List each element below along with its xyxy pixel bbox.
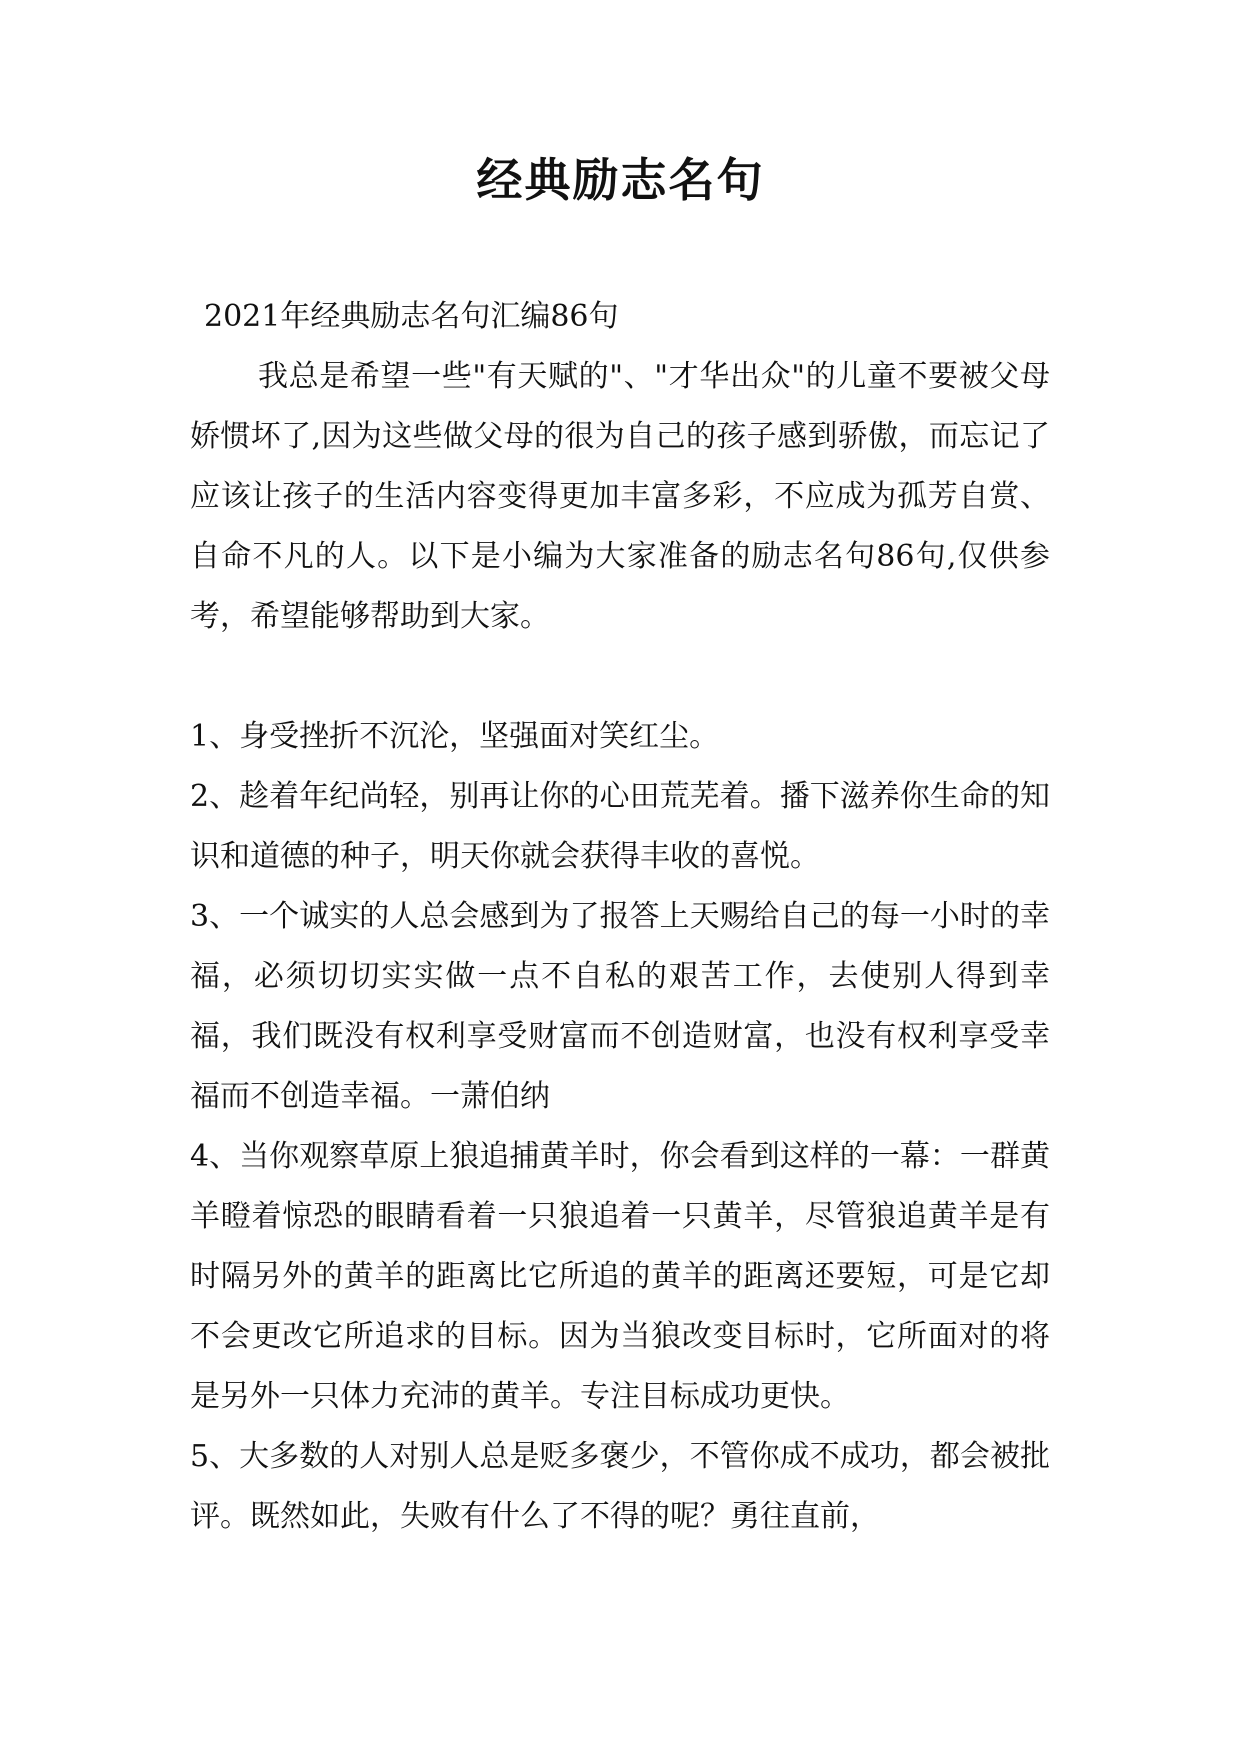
quote-item-3: 3、一个诚实的人总会感到为了报答上天赐给自己的每一小时的幸福，必须切切实实做一点不自私的艰苦工作，去使别人得到幸福，我们既没有权利享受财富而不创造财富，也没有权利享受幸福而不创造幸福。一萧伯纳: [190, 899, 1050, 1114]
page-title: 经典励志名句: [476, 153, 765, 207]
paragraph-spacer: [190, 647, 1050, 707]
intro-paragraph: 我总是希望一些"有天赋的"、"才华出众"的儿童不要被父母娇惯坏了,因为这些做父母的很为自己的孩子感到骄傲，而忘记了应该让孩子的生活内容变得更加丰富多彩，不应成为孤芳自赏、自命不凡的人。以下是小编为大家准备的励志名句86句,仅供参考，希望能够帮助到大家。: [190, 359, 1050, 634]
document-body: [190, 287, 1050, 1547]
quote-item-2: 2、趁着年纪尚轻，别再让你的心田荒芜着。播下滋养你生命的知识和道德的种子，明天你就会获得丰收的喜悦。: [190, 779, 1050, 874]
quote-item-1: 1、身受挫折不沉沦，坚强面对笑红尘。: [190, 719, 720, 754]
document-subtitle: 2021年经典励志名句汇编86句: [204, 299, 619, 334]
quote-list: [190, 707, 1050, 1547]
quote-item-5: 5、大多数的人对别人总是贬多褒少，不管你成不成功，都会被批评。既然如此，失败有什么了不得的呢？勇往直前，: [190, 1439, 1050, 1534]
quote-item-4: 4、当你观察草原上狼追捕黄羊时，你会看到这样的一幕：一群黄羊瞪着惊恐的眼睛看着一只狼追着一只黄羊，尽管狼追黄羊是有时隔另外的黄羊的距离比它所追的黄羊的距离还要短，可是它却不会更改它所追求的目标。因为当狼改变目标时，它所面对的将是另外一只体力充沛的黄羊。专注目标成功更快。: [190, 1139, 1050, 1414]
